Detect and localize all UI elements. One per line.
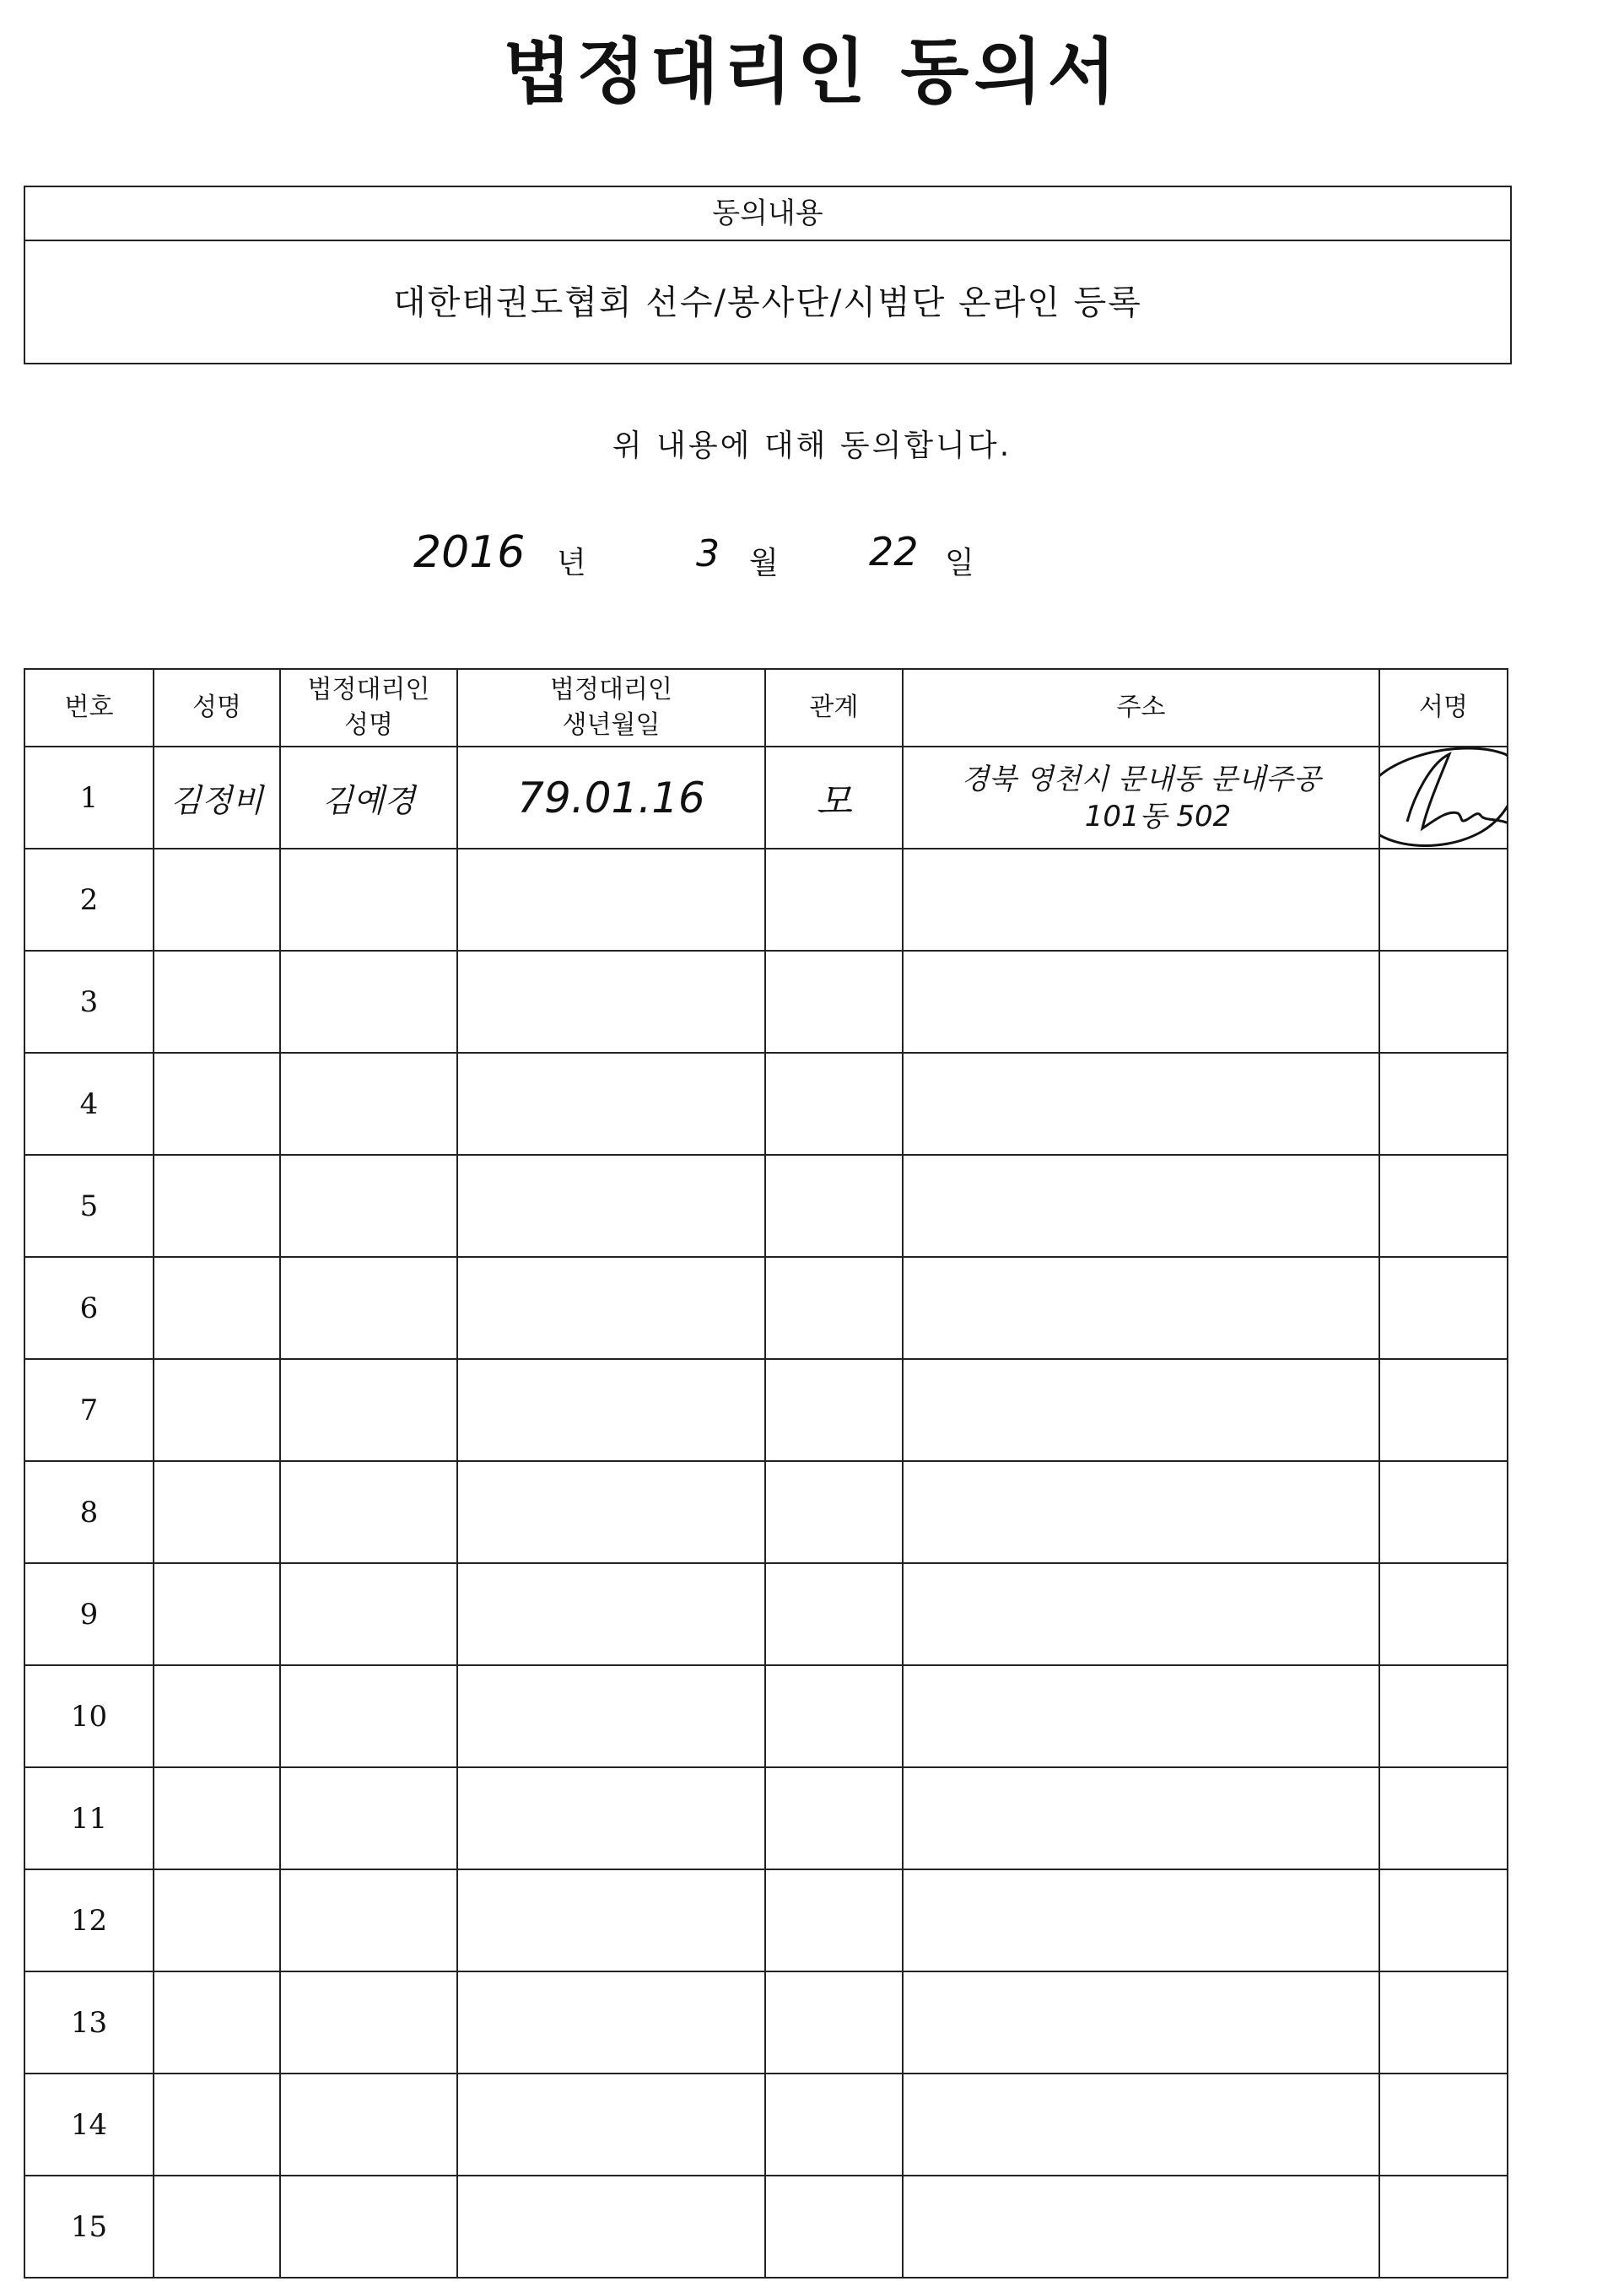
empty-cell — [765, 2176, 903, 2278]
row-number: 5 — [24, 1155, 154, 1257]
empty-cell — [903, 1665, 1379, 1767]
empty-cell — [154, 1869, 280, 1971]
row-number: 14 — [24, 2074, 154, 2176]
empty-cell — [154, 1971, 280, 2074]
empty-cell — [903, 1359, 1379, 1461]
address-line-1: 경북 영천시 문내동 문내주공 — [961, 762, 1321, 796]
empty-cell — [1379, 2074, 1508, 2176]
empty-cell — [457, 2074, 765, 2176]
empty-cell — [457, 1767, 765, 1869]
empty-cell — [280, 1563, 457, 1665]
empty-cell — [1379, 1461, 1508, 1563]
empty-cell — [903, 951, 1379, 1053]
table-row — [24, 1257, 1508, 1359]
row-number: 12 — [24, 1869, 154, 1971]
empty-cell — [903, 849, 1379, 951]
table-row — [24, 849, 1508, 951]
empty-cell — [765, 849, 903, 951]
handwritten-signature-icon — [1379, 747, 1508, 849]
empty-cell — [457, 1665, 765, 1767]
table-row — [24, 2176, 1508, 2278]
empty-cell — [280, 1869, 457, 1971]
empty-cell — [154, 1257, 280, 1359]
empty-cell — [154, 951, 280, 1053]
table-row — [24, 1563, 1508, 1665]
empty-cell — [765, 1461, 903, 1563]
empty-cell — [903, 2074, 1379, 2176]
row-number: 1 — [24, 747, 154, 849]
table-row — [24, 1461, 1508, 1563]
empty-cell — [765, 1359, 903, 1461]
empty-cell — [1379, 1971, 1508, 2074]
header-guardian-name-line1: 법정대리인 — [307, 675, 430, 704]
consent-content-body: 대한태권도협회 선수/봉사단/시범단 온라인 등록 — [393, 283, 1142, 322]
empty-cell — [457, 1869, 765, 1971]
empty-cell — [280, 1767, 457, 1869]
row-number: 7 — [24, 1359, 154, 1461]
date-year-unit: 년 — [557, 546, 586, 580]
table-row — [24, 1155, 1508, 1257]
empty-cell — [280, 2074, 457, 2176]
date-line — [0, 527, 1624, 595]
date-month-handwritten: 3 — [696, 532, 720, 575]
empty-cell — [280, 1971, 457, 2074]
empty-cell — [154, 1155, 280, 1257]
table-row — [24, 2074, 1508, 2176]
empty-cell — [765, 1971, 903, 2074]
empty-cell — [903, 1563, 1379, 1665]
empty-cell — [280, 1665, 457, 1767]
row-number: 2 — [24, 849, 154, 951]
empty-cell — [1379, 1665, 1508, 1767]
empty-cell — [457, 1563, 765, 1665]
empty-cell — [280, 1461, 457, 1563]
empty-cell — [765, 1665, 903, 1767]
signature-cell — [1379, 747, 1508, 849]
empty-cell — [1379, 1767, 1508, 1869]
empty-cell — [457, 1053, 765, 1155]
row-number: 3 — [24, 951, 154, 1053]
empty-cell — [154, 1359, 280, 1461]
empty-cell — [457, 1359, 765, 1461]
table-row — [24, 747, 1508, 849]
empty-cell — [765, 1869, 903, 1971]
header-name: 성명 — [154, 669, 280, 747]
empty-cell — [903, 1971, 1379, 2074]
relation-handwritten: 모 — [765, 747, 903, 849]
empty-cell — [154, 2176, 280, 2278]
empty-cell — [457, 1257, 765, 1359]
empty-cell — [154, 849, 280, 951]
empty-cell — [903, 1461, 1379, 1563]
empty-cell — [765, 1257, 903, 1359]
empty-cell — [765, 1767, 903, 1869]
row-number: 4 — [24, 1053, 154, 1155]
empty-cell — [903, 1869, 1379, 1971]
empty-cell — [154, 1053, 280, 1155]
consent-content-header: 동의내용 — [25, 187, 1510, 241]
empty-cell — [765, 1563, 903, 1665]
header-no: 번호 — [24, 669, 154, 747]
row-number: 11 — [24, 1767, 154, 1869]
agreement-statement: 위 내용에 대해 동의합니다. — [612, 429, 1012, 463]
table-row — [24, 951, 1508, 1053]
empty-cell — [1379, 1359, 1508, 1461]
row-number: 9 — [24, 1563, 154, 1665]
empty-cell — [154, 1767, 280, 1869]
date-month-unit: 월 — [749, 546, 779, 580]
guardian-birthdate-handwritten: 79.01.16 — [457, 747, 765, 849]
empty-cell — [1379, 2176, 1508, 2278]
empty-cell — [280, 1257, 457, 1359]
empty-cell — [280, 1155, 457, 1257]
table-row — [24, 1053, 1508, 1155]
empty-cell — [154, 1563, 280, 1665]
guardian-roster-table — [24, 668, 1508, 2279]
empty-cell — [1379, 1155, 1508, 1257]
table-row — [24, 1971, 1508, 2074]
empty-cell — [457, 1461, 765, 1563]
row-number: 8 — [24, 1461, 154, 1563]
empty-cell — [154, 1665, 280, 1767]
empty-cell — [765, 1155, 903, 1257]
table-header-row — [24, 669, 1508, 747]
empty-cell — [765, 2074, 903, 2176]
row-number: 6 — [24, 1257, 154, 1359]
consent-content-box — [24, 186, 1512, 364]
date-day-unit: 일 — [945, 546, 974, 580]
empty-cell — [280, 849, 457, 951]
address-line-2: 101동 502 — [1084, 799, 1232, 833]
empty-cell — [280, 2176, 457, 2278]
empty-cell — [457, 951, 765, 1053]
empty-cell — [1379, 1869, 1508, 1971]
date-year-handwritten: 2016 — [413, 527, 526, 578]
empty-cell — [903, 1257, 1379, 1359]
empty-cell — [903, 2176, 1379, 2278]
table-row — [24, 1665, 1508, 1767]
empty-cell — [457, 849, 765, 951]
empty-cell — [903, 1767, 1379, 1869]
empty-cell — [457, 1971, 765, 2074]
table-row — [24, 1359, 1508, 1461]
row-number: 15 — [24, 2176, 154, 2278]
header-address: 주소 — [903, 669, 1379, 747]
guardian-name-handwritten: 김예경 — [280, 747, 457, 849]
empty-cell — [280, 1359, 457, 1461]
empty-cell — [154, 1461, 280, 1563]
date-day-handwritten: 22 — [869, 529, 919, 574]
row-number: 13 — [24, 1971, 154, 2074]
row-number: 10 — [24, 1665, 154, 1767]
empty-cell — [903, 1155, 1379, 1257]
address-handwritten — [903, 747, 1379, 849]
empty-cell — [1379, 1563, 1508, 1665]
empty-cell — [280, 951, 457, 1053]
document-title: 법정대리인 동의서 — [503, 30, 1121, 113]
empty-cell — [1379, 951, 1508, 1053]
table-row — [24, 1869, 1508, 1971]
table-row — [24, 1767, 1508, 1869]
empty-cell — [280, 1053, 457, 1155]
empty-cell — [765, 951, 903, 1053]
empty-cell — [1379, 1257, 1508, 1359]
empty-cell — [1379, 849, 1508, 951]
header-guardian-birth-line2: 생년월일 — [562, 710, 661, 740]
header-signature: 서명 — [1379, 669, 1508, 747]
header-guardian-name-line2: 성명 — [344, 710, 393, 740]
empty-cell — [457, 1155, 765, 1257]
empty-cell — [903, 1053, 1379, 1155]
header-guardian-name — [280, 669, 457, 747]
header-guardian-birth-line1: 법정대리인 — [550, 675, 672, 704]
student-name-handwritten: 김정비 — [154, 747, 280, 849]
header-relation: 관계 — [765, 669, 903, 747]
empty-cell — [765, 1053, 903, 1155]
header-guardian-birth — [457, 669, 765, 747]
empty-cell — [154, 2074, 280, 2176]
empty-cell — [1379, 1053, 1508, 1155]
empty-cell — [457, 2176, 765, 2278]
